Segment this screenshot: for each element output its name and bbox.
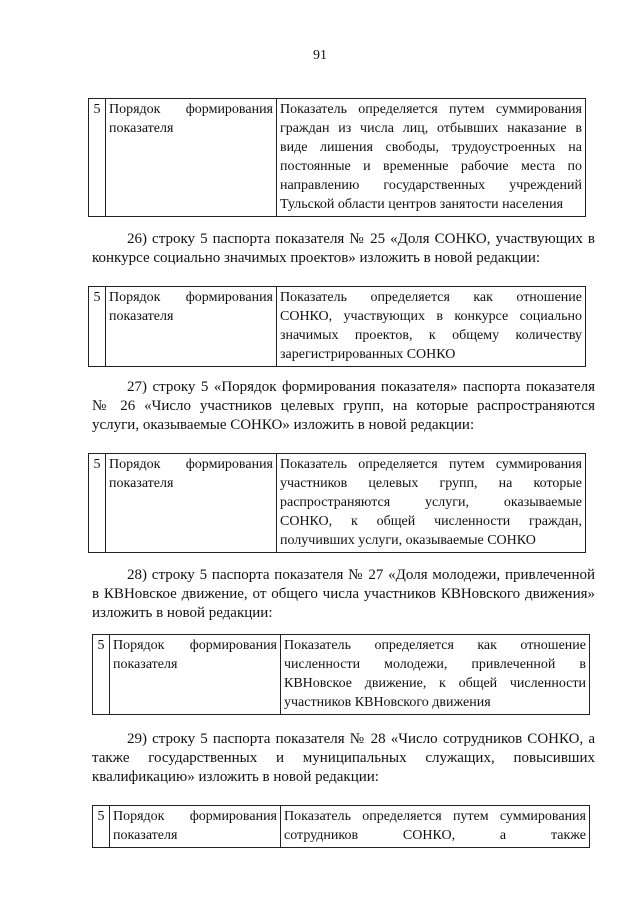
- row-text: Показатель определяется как отношение СОНКО, участвующих в конкурсе социально значимых проектов, к общему количеству зарегистрированных СОНКО: [277, 287, 586, 367]
- indicator-table-3: [88, 453, 586, 553]
- row-text: Показатель определяется путем суммирования участников целевых групп, на которые распространяются услуги, оказываемые СОНКО, к общей численности граждан, получивших услуги, оказываемые СОНКО: [277, 454, 586, 553]
- indicator-table-2: [88, 286, 586, 367]
- row-number: 5: [93, 806, 110, 848]
- row-number: 5: [89, 287, 106, 367]
- indicator-table-1: [88, 98, 586, 217]
- row-text: Показатель определяется путем суммирования сотрудников СОНКО, а также: [281, 806, 590, 848]
- row-label: Порядок формирования показателя: [106, 287, 277, 367]
- paragraph-28: 28) строку 5 паспорта показателя № 27 «Доля молодежи, привлеченной в КВНовское движение, от общего числа участников КВНовского движения» изложить в новой редакции:: [92, 567, 595, 621]
- indicator-table-5: [92, 805, 590, 848]
- row-text: Показатель определяется путем суммирования граждан из числа лиц, отбывших наказание в виде лишения свободы, трудоустроенных на постоянные и временные рабочие места по направлению государственных учреждений Тульской области центров занятости населения: [277, 99, 586, 217]
- row-number: 5: [89, 454, 106, 553]
- indicator-table-4: [92, 634, 590, 715]
- row-label: Порядок формирования показателя: [110, 806, 281, 848]
- row-number: 5: [89, 99, 106, 217]
- paragraph-29: 29) строку 5 паспорта показателя № 28 «Число сотрудников СОНКО, а также государственных и муниципальных служащих, повысивших квалификацию» изложить в новой редакции:: [92, 731, 595, 785]
- paragraph-26: 26) строку 5 паспорта показателя № 25 «Доля СОНКО, участвующих в конкурсе социально значимых проектов» изложить в новой редакции:: [92, 231, 595, 266]
- row-text: Показатель определяется как отношение численности молодежи, привлеченной в КВНовское движение, к общей численности участников КВНовского движения: [281, 635, 590, 715]
- row-label: Порядок формирования показателя: [106, 99, 277, 217]
- row-label: Порядок формирования показателя: [106, 454, 277, 553]
- row-number: 5: [93, 635, 110, 715]
- paragraph-27: 27) строку 5 «Порядок формирования показателя» паспорта показателя № 26 «Число участников целевых групп, на которые распространяются услуги, оказываемые СОНКО» изложить в новой редакции:: [92, 379, 595, 433]
- page-number: 91: [313, 48, 327, 63]
- row-label: Порядок формирования показателя: [110, 635, 281, 715]
